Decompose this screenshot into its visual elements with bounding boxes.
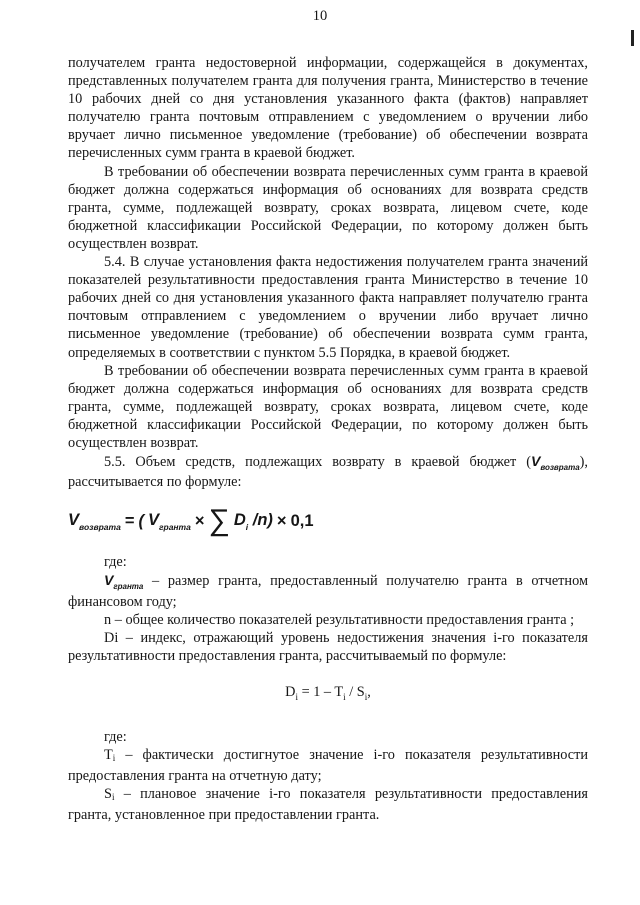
v-return-symbol: $V_{возврата}$	[530, 453, 580, 473]
paragraph-5-5-end: ), рассчитывается по формуле:	[68, 454, 588, 491]
paragraph-requirement-2: В требовании об обеспечении возврата перечисленных сумм гранта в краевой бюджет должна содержаться информация об основаниях для возврата средств гранта, сумме, подлежащей возврату, сроках возврата, лицевом счете, коде бюджетной классификации Российской Федерации, по которому должен быть осуществлен возврат.	[68, 362, 588, 451]
formula-equals: =	[124, 512, 135, 531]
page-number: 10	[312, 8, 328, 24]
definition-si: Si – плановое значение i-го показателя результативности предоставления гранта, установленное при предоставлении гранта.	[68, 786, 588, 824]
formula-v-return: $V_{возврата}$	[68, 511, 121, 533]
definition-ti: Ti – фактически достигнутое значение i-го показателя результативности предоставления гранта на отчетную дату;	[68, 746, 588, 785]
paragraph-requirement-1: В требовании об обеспечении возврата перечисленных сумм гранта в краевой бюджет должна содержаться информация об основаниях для возврата средств гранта, сумме, подлежащей возврату, сроках возврата, лицевом счете, коде бюджетной классификации Российской Федерации, по которому должен быть осуществлен возврат.	[68, 163, 588, 252]
formula-di: $D_i = 1 - T_i / S_i$,	[285, 683, 371, 702]
formula-return-volume	[68, 504, 588, 538]
where-label-2: где:	[104, 728, 127, 745]
formula-times-2: ×	[276, 512, 287, 531]
formula-term: $D_i$ /n)	[233, 511, 273, 533]
definition-n: n – общее количество показателей результативности предоставления гранта ;	[104, 611, 575, 628]
definition-v-grant: $V_{гранта}$ – размер гранта, предоставленный получателю гранта в отчетном финансовом году;	[68, 572, 588, 610]
formula-times: ×	[194, 512, 205, 531]
paragraph-5-4: 5.4. В случае установления факта недостижения получателем гранта значений показателей результативности предоставления гранта Министерство в течение 10 рабочих дней со дня установления указанного факта направляет получателю гранта почтовым отправлением с уведомлением о вручении либо вручает лично письменное уведомление (требование) об обеспечении возврата сумм гранта, определяемых в соответствии с пунктом 5.5 Порядка, в краевой бюджет.	[68, 254, 588, 361]
formula-coefficient: 0,1	[290, 512, 314, 531]
formula-open-paren: (	[138, 512, 144, 531]
v-grant-symbol: $V_{гранта}$	[104, 572, 144, 592]
sigma-symbol: ∑	[208, 504, 230, 538]
paragraph-5-5-start: 5.5. Объем средств, подлежащих возврату в краевой бюджет (	[104, 454, 531, 471]
scan-edge-mark	[631, 30, 634, 46]
paragraph-continued: получателем гранта недостоверной информации, содержащейся в документах, представленных получателем гранта для получения гранта, Министерство в течение 10 рабочих дней со дня установления указанного факта (фактов) направляет получателю гранта почтовым отправлением с уведомлением о вручении либо вручает лично письменное уведомление (требование) об обеспечении возврата перечисленных сумм гранта в краевой бюджет.	[68, 55, 588, 162]
definition-di: Di – индекс, отражающий уровень недостижения значения i-го показателя результативности предоставления гранта, рассчитываемый по формуле:	[68, 629, 588, 664]
formula-v-grant: $V_{гранта}$	[147, 511, 191, 533]
paragraph-5-5	[68, 452, 588, 491]
where-label-1: где:	[104, 554, 127, 571]
document-body	[68, 54, 588, 824]
